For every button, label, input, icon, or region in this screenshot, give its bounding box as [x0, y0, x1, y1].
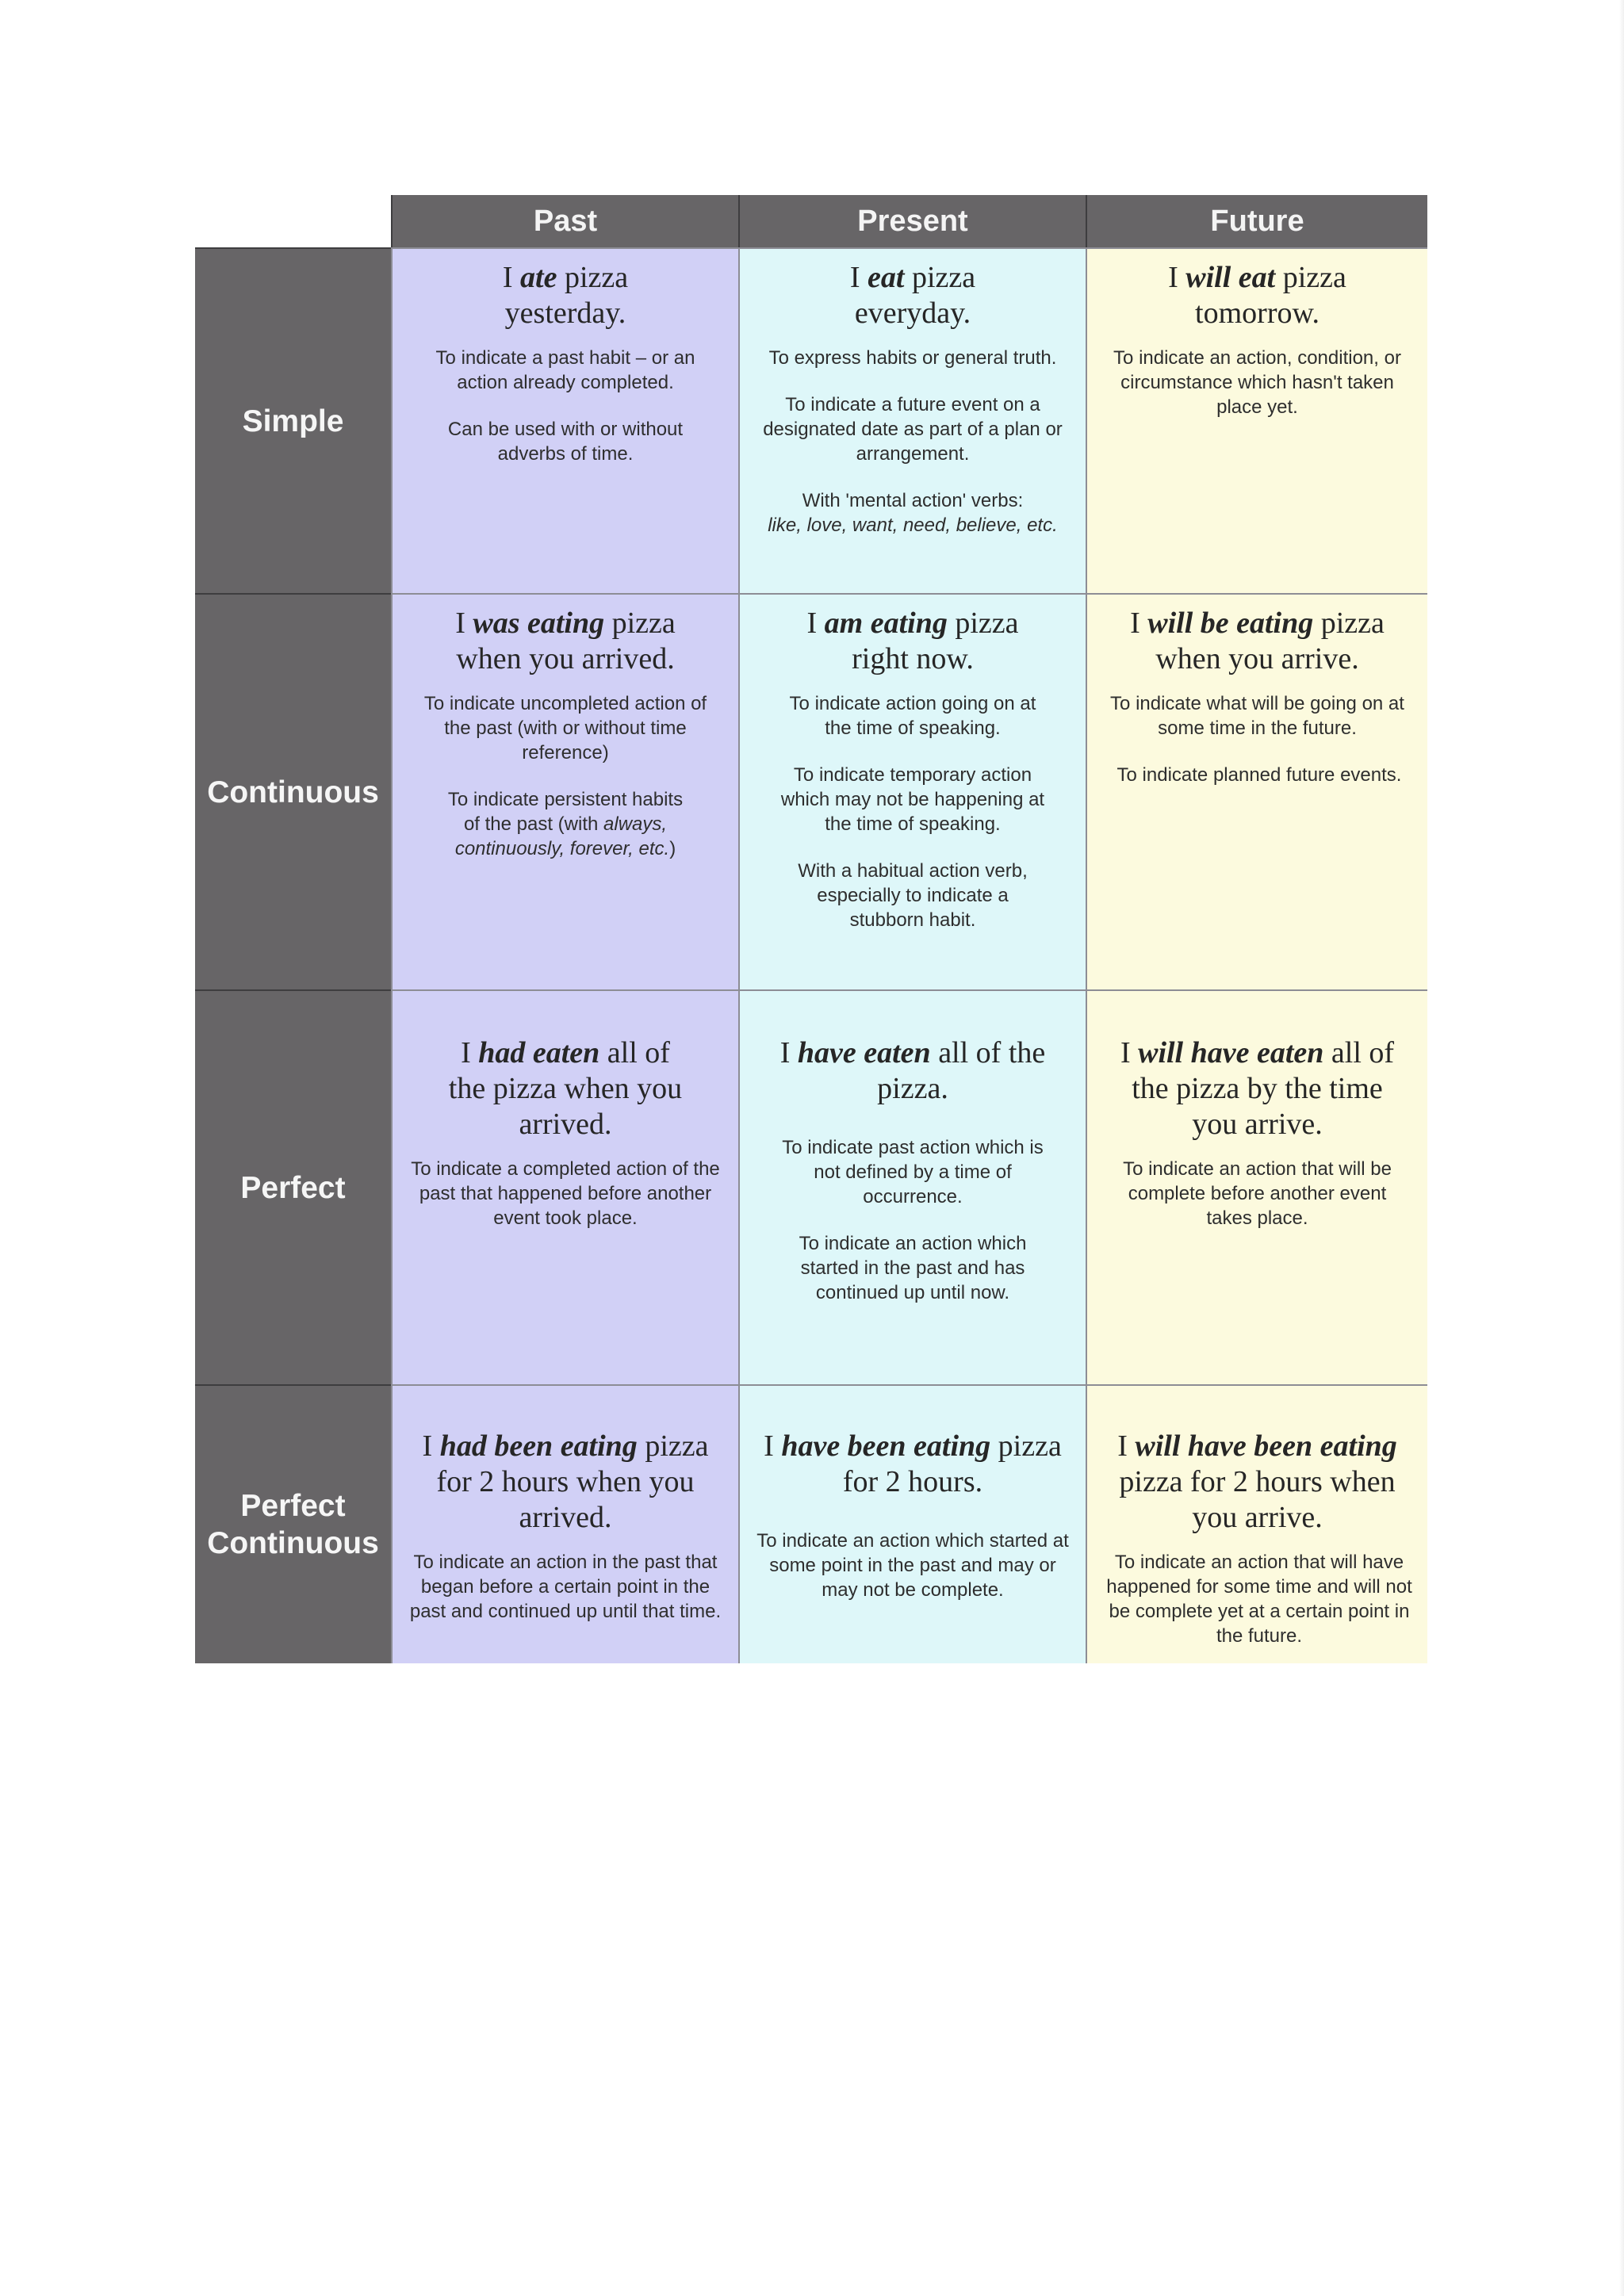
cell-perfect-present — [738, 989, 1086, 1384]
example-pre: I — [1168, 261, 1186, 294]
usage-note: To indicate uncompleted action of the past (with or without time reference) — [423, 693, 707, 763]
example-post: all of the pizza. — [877, 1036, 1046, 1105]
row-header-simple — [195, 247, 391, 593]
usage-note: To indicate a completed action of the past that happened before another event took place. — [411, 1158, 720, 1229]
example-verb: will be eating — [1147, 607, 1314, 640]
example-post: pizza tomorrow. — [1195, 261, 1346, 330]
example-sentence — [1103, 1429, 1412, 1536]
usage-note-text: ) — [669, 838, 676, 859]
cell-perfect-continuous-past — [391, 1384, 738, 1663]
example-post: pizza yesterday. — [504, 261, 629, 330]
usage-note: To indicate planned future events. — [1116, 764, 1402, 786]
usage-note: To indicate an action which started at some point in the past and may or may not be complete. — [756, 1530, 1069, 1601]
example-pre: I — [455, 607, 473, 640]
usage-note-italic-text: always, continuously, forever, etc. — [454, 813, 670, 859]
cell-perfect-continuous-present — [738, 1384, 1086, 1663]
cell-perfect-future — [1086, 989, 1427, 1384]
example-sentence — [754, 1429, 1071, 1500]
example-verb: will eat — [1185, 261, 1276, 294]
row-header-perfect — [195, 989, 391, 1384]
example-post: all of the pizza when you arrived. — [448, 1036, 683, 1141]
usage-note: To indicate past action which is not defined by a time of occurrence. — [782, 1137, 1044, 1207]
usage-note: With 'mental action' verbs: — [802, 490, 1024, 511]
cell-continuous-past — [391, 593, 738, 989]
example-post: pizza right now. — [852, 607, 1019, 675]
column-header-present: Present — [738, 195, 1086, 247]
row-header-perfect-continuous — [195, 1384, 391, 1663]
row-label: Perfect Continuous — [207, 1489, 379, 1560]
example-sentence — [1107, 1035, 1408, 1142]
page-edge-shadow — [1619, 0, 1624, 2296]
example-pre: I — [849, 261, 868, 294]
example-pre: I — [1120, 1036, 1139, 1070]
example-pre: I — [461, 1036, 479, 1070]
example-post: pizza when you arrive. — [1155, 607, 1385, 675]
example-sentence — [794, 606, 1032, 677]
usage-note: To indicate an action that will have happened for some time and will not be complete yet at a certain point in the future. — [1106, 1552, 1412, 1647]
example-sentence — [766, 1035, 1059, 1107]
usage-note — [439, 787, 692, 861]
example-verb: will have been eating — [1135, 1429, 1397, 1463]
usage-note: Can be used with or without adverbs of time. — [447, 419, 684, 465]
cell-simple-past — [391, 247, 738, 593]
cell-perfect-past — [391, 989, 738, 1384]
usage-note: To indicate an action that will be complete before another event takes place. — [1123, 1158, 1392, 1229]
example-verb: have eaten — [797, 1036, 931, 1070]
row-label: Simple — [242, 404, 344, 438]
example-verb: was eating — [473, 607, 605, 640]
cell-continuous-future — [1086, 593, 1427, 989]
usage-note-italic — [750, 513, 1075, 538]
usage-note: To indicate temporary action which may not be happening at the time of speaking. — [780, 764, 1045, 835]
example-pre: I — [764, 1429, 782, 1463]
cell-simple-future — [1086, 247, 1427, 593]
example-sentence — [1155, 260, 1361, 331]
row-label: Continuous — [207, 775, 379, 809]
example-sentence — [439, 606, 692, 677]
usage-note: To indicate a past habit – or an action already completed. — [435, 347, 695, 393]
example-post: pizza when you arrived. — [456, 607, 676, 675]
example-pre: I — [806, 607, 825, 640]
usage-note: To indicate a future event on a designated date as part of a plan or arrangement. — [763, 394, 1063, 465]
example-post: all of the pizza by the time you arrive. — [1132, 1036, 1395, 1141]
example-pre: I — [1117, 1429, 1136, 1463]
usage-note: To indicate action going on at the time of speaking. — [789, 693, 1036, 739]
cell-perfect-continuous-future — [1086, 1384, 1427, 1663]
example-pre: I — [502, 261, 521, 294]
example-sentence — [1107, 606, 1408, 677]
example-verb: ate — [520, 261, 557, 294]
usage-note-text: To indicate persistent habits of the past (with — [447, 789, 684, 835]
row-label: Perfect — [240, 1170, 346, 1205]
example-pre: I — [779, 1036, 798, 1070]
column-header-future: Future — [1086, 195, 1427, 247]
example-post: pizza for 2 hours when you arrive. — [1119, 1465, 1396, 1534]
usage-note: To indicate what will be going on at some time in the future. — [1110, 693, 1404, 739]
verb-tense-chart — [195, 195, 1427, 1663]
cell-simple-present — [738, 247, 1086, 593]
example-post: pizza everyday. — [854, 261, 976, 330]
example-sentence — [450, 260, 680, 331]
usage-note: To indicate an action, condition, or circumstance which hasn't taken place yet. — [1113, 347, 1401, 418]
usage-note-italic-text: like, love, want, need, believe, etc. — [768, 515, 1058, 536]
example-pre: I — [1130, 607, 1148, 640]
example-post: pizza for 2 hours. — [842, 1429, 1062, 1498]
example-sentence — [446, 1035, 684, 1142]
cell-continuous-present — [738, 593, 1086, 989]
example-verb: eat — [868, 261, 905, 294]
example-verb: have been eating — [781, 1429, 991, 1463]
example-verb: had been eating — [439, 1429, 638, 1463]
example-pre: I — [422, 1429, 440, 1463]
example-sentence — [810, 260, 1016, 331]
example-verb: will have eaten — [1138, 1036, 1324, 1070]
header-corner-blank — [195, 195, 391, 247]
row-header-continuous — [195, 593, 391, 989]
example-sentence — [407, 1429, 724, 1536]
example-verb: had eaten — [478, 1036, 600, 1070]
usage-note: To indicate an action which started in the past and has continued up until now. — [799, 1233, 1027, 1303]
usage-note: With a habitual action verb, especially to indicate a stubborn habit. — [798, 860, 1028, 931]
example-post: pizza for 2 hours when you arrived. — [436, 1429, 709, 1534]
usage-note: To indicate an action in the past that began before a certain point in the past and continued up until that time. — [409, 1552, 722, 1622]
column-header-past: Past — [391, 195, 738, 247]
example-verb: am eating — [824, 607, 948, 640]
usage-note: To express habits or general truth. — [768, 347, 1057, 369]
